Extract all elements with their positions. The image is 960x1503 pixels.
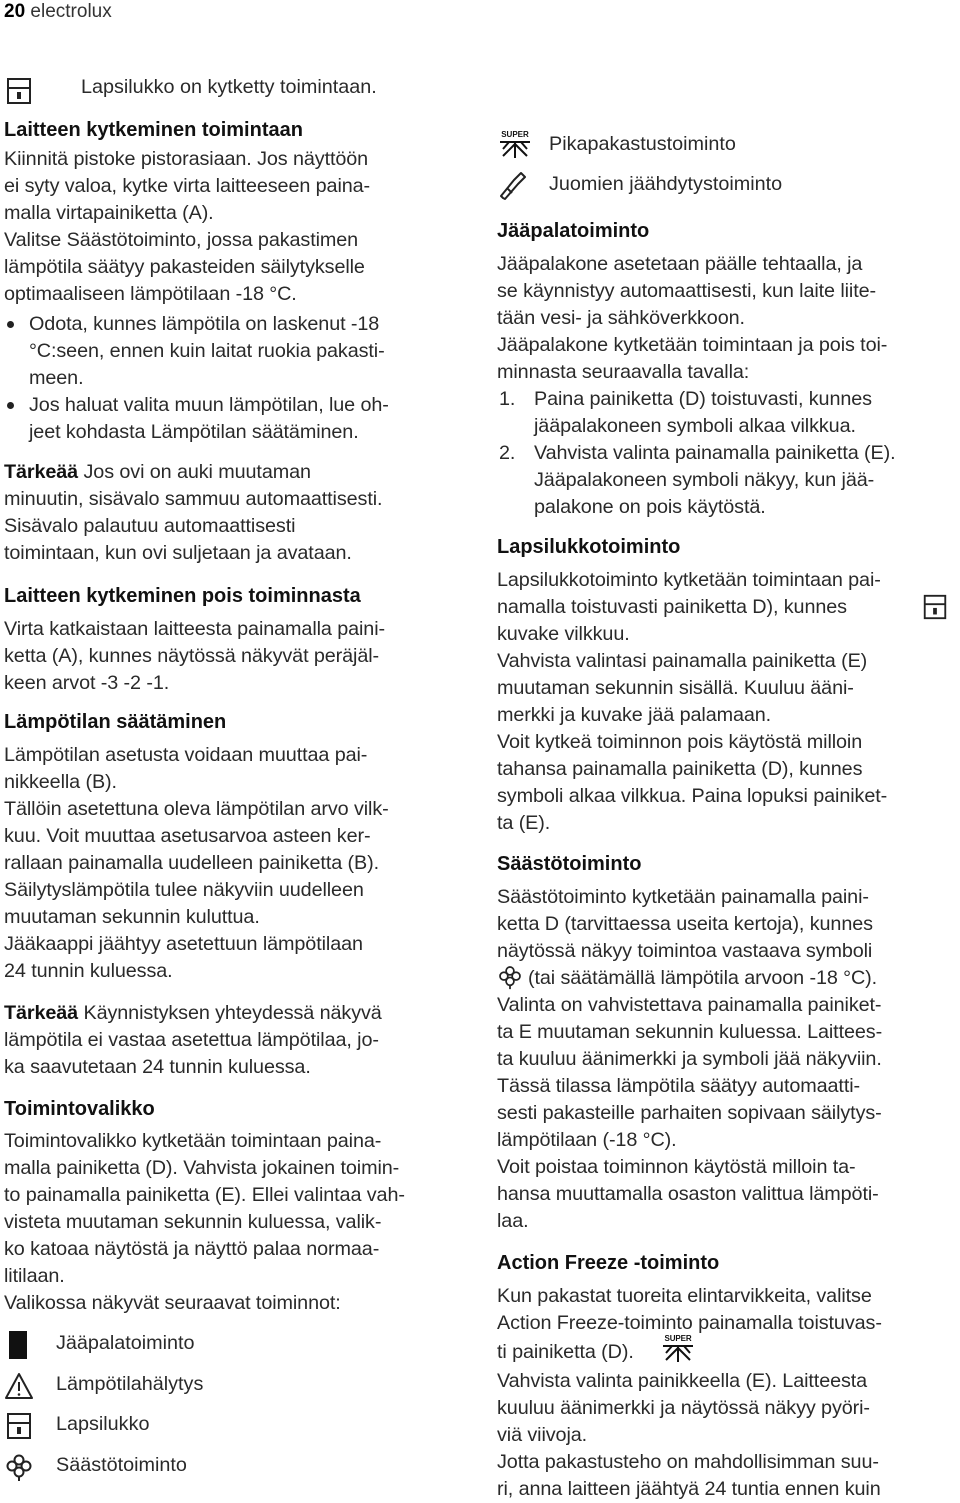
text-line: Voit kytkeä toiminnon pois käytöstä milloin [497, 731, 863, 753]
fast-freeze-label: Pikapakastustoiminto [549, 133, 736, 155]
text-line: laa. [497, 1210, 529, 1232]
text-line: minuutin, sisävalo sammuu automaattisesti. [4, 488, 383, 510]
text-line: to painamalla painiketta (E). Ellei valintaa vah- [4, 1184, 405, 1206]
step-number: 2. [499, 442, 516, 464]
childlock-status-row [4, 74, 464, 104]
switch-off-heading: Laitteen kytkeminen pois toiminnasta [4, 585, 361, 607]
text-line: lämpötilaan (-18 °C). [497, 1129, 677, 1151]
text-line: 24 tunnin kuluessa. [4, 960, 173, 982]
important-label: Tärkeää [4, 1002, 79, 1024]
text-line: se käynnistyy automaattisesti, kun laite liite- [497, 280, 877, 302]
menu-item-childlock [4, 1411, 464, 1441]
eco-heading: Säästötoiminto [497, 853, 642, 875]
super-label: SUPER [501, 130, 529, 139]
bottle-icon [497, 171, 527, 201]
important-note-startup [4, 1000, 466, 1081]
important-note-light [4, 459, 466, 567]
ice-text [497, 251, 955, 386]
text-line: hansa muuttamalla osaston valittua lämpöti- [497, 1183, 879, 1205]
text-line: ko katoaa näytöstä ja näyttö palaa normaa- [4, 1238, 380, 1260]
text-line: ei syty valoa, kytke virta laitteeseen paina- [4, 175, 371, 197]
lock-icon [921, 593, 949, 621]
text-line: Voit poistaa toiminnon käytöstä milloin ta- [497, 1156, 856, 1178]
drinks-chill-row [497, 171, 955, 201]
bullet-item [4, 392, 466, 446]
text-line: Odota, kunnes lämpötila on laskenut -18 [29, 313, 380, 335]
text-line: Jääpalakoneen symboli näkyy, kun jää- [534, 469, 875, 491]
switch-on-heading: Laitteen kytkeminen toimintaan [4, 119, 303, 141]
childlock-status-text: Lapsilukko on kytketty toimintaan. [81, 76, 377, 98]
text-line: merkki ja kuvake jää palamaan. [497, 704, 772, 726]
temperature-heading: Lämpötilan säätäminen [4, 711, 227, 733]
text-line: Käynnistyksen yhteydessä näkyvä [83, 1002, 382, 1024]
text-line: Kun pakastat tuoreita elintarvikkeita, valitse [497, 1285, 872, 1307]
text-line: Paina painiketta (D) toistuvasti, kunnes [534, 388, 872, 410]
text-line: Jääpalakone asetetaan päälle tehtaalla, ja [497, 253, 863, 275]
super-label: SUPER [664, 1334, 692, 1343]
text-line: Jos haluat valita muun lämpötilan, lue oh- [29, 394, 389, 416]
text-line: ka saavutetaan 24 tunnin kuluessa. [4, 1056, 311, 1078]
text-line: Jääpalakone kytketään toimintaan ja pois toi- [497, 334, 888, 356]
fast-freeze-row [497, 129, 955, 159]
switch-off-text [4, 616, 466, 697]
brand-name: electrolux [30, 1, 112, 22]
text-line: näytössä näkyy toimintoa vastaava symboli [497, 940, 873, 962]
eco-flower-icon [4, 1452, 34, 1482]
bullet-dot [7, 402, 14, 409]
text-line: ketta D (tarvittaessa useita kertoja), kunnes [497, 913, 873, 935]
text-line: Jos ovi on auki muutaman [83, 461, 311, 483]
text-line: ti painiketta (D). [497, 1341, 634, 1363]
page-number: 20 [4, 1, 26, 22]
bullet-dot [7, 321, 14, 328]
warning-icon [4, 1371, 34, 1401]
text-line: keen arvot -3 -2 -1. [4, 672, 170, 694]
temperature-text [4, 742, 466, 985]
lock-icon [4, 1411, 34, 1441]
text-line: Jääkaappi jäähtyy asetettuun lämpötilaan [4, 933, 363, 955]
text-line: Toimintovalikko kytketään toimintaan paina- [4, 1130, 382, 1152]
text-line: kuuluu äänimerkki ja näytössä näkyy pyöri- [497, 1397, 870, 1419]
text-line: Säilytyslämpötila tulee näkyviin uudelleen [4, 879, 364, 901]
text-line: Valitse Säästötoiminto, jossa pakastimen [4, 229, 359, 251]
text-line: symboli alkaa vilkkua. Paina lopuksi painiket- [497, 785, 888, 807]
ice-step-2 [497, 440, 955, 521]
menu-text [4, 1128, 466, 1317]
text-line: °C:seen, ennen kuin laitat ruokia pakasti- [29, 340, 385, 362]
text-line: ta E muutaman sekunnin kuluessa. Laittees- [497, 1021, 883, 1043]
ice-step-1 [497, 386, 955, 440]
menu-item-temp-alarm [4, 1371, 464, 1401]
text-line: muutaman sekunnin sisällä. Kuuluu ääni- [497, 677, 854, 699]
text-line: muutaman sekunnin kuluttua. [4, 906, 260, 928]
menu-item-label: Säästötoiminto [56, 1454, 187, 1476]
eco-flower-icon [497, 964, 523, 990]
text-line: Valikossa näkyvät seuraavat toiminnot: [4, 1292, 341, 1314]
menu-item-label: Lämpötilahälytys [56, 1373, 204, 1395]
text-line: meen. [29, 367, 84, 389]
text-line: ta kuuluu äänimerkki ja symboli jää näkyviin. [497, 1048, 882, 1070]
text-line: malla painiketta (D). Vahvista jokainen toimin- [4, 1157, 400, 1179]
text-line: namalla toistuvasti painiketta D), kunnes [497, 596, 847, 618]
ice-cube-icon [4, 1330, 34, 1360]
text-line: lämpötila ei vastaa asetettua lämpötilaa, jo- [4, 1029, 379, 1051]
text-line: Vahvista valinta painikkeella (E). Laitteesta [497, 1370, 868, 1392]
childlock-heading: Lapsilukkotoiminto [497, 536, 681, 558]
bullet-item [4, 311, 466, 392]
menu-item-label: Jääpalatoiminto [56, 1332, 195, 1354]
text-line: Kiinnitä pistoke pistorasiaan. Jos näyttöön [4, 148, 369, 170]
menu-item-ice [4, 1330, 464, 1360]
text-line: palakone on pois käytöstä. [534, 496, 766, 518]
text-line: Vahvista valintasi painamalla painiketta (E) [497, 650, 868, 672]
switch-on-text [4, 146, 466, 308]
text-line: Lapsilukkotoiminto kytketään toimintaan pai- [497, 569, 881, 591]
text-line: tahansa painamalla painiketta (D), kunnes [497, 758, 863, 780]
lock-icon [4, 76, 34, 106]
text-line: Sisävalo palautuu automaattisesti [4, 515, 296, 537]
page-header [4, 0, 112, 24]
text-line: Lämpötilan asetusta voidaan muuttaa pai- [4, 744, 368, 766]
ice-heading: Jääpalatoiminto [497, 220, 650, 242]
text-line: Virta katkaistaan laitteesta painamalla paini- [4, 618, 385, 640]
childlock-text [497, 567, 955, 837]
text-line: Valinta on vahvistettava painamalla painiket- [497, 994, 882, 1016]
text-line: kuvake vilkkuu. [497, 623, 630, 645]
text-line: (tai säätämällä lämpötila arvoon -18 °C). [528, 967, 878, 989]
super-freeze-icon [497, 129, 533, 161]
text-line: toimintaan, kun ovi suljetaan ja avataan. [4, 542, 352, 564]
text-line: jeet kohdasta Lämpötilan säätäminen. [29, 421, 359, 443]
text-line: optimaaliseen lämpötilaan -18 °C. [4, 283, 297, 305]
step-number: 1. [499, 388, 516, 410]
text-line: Tällöin asetettuna oleva lämpötilan arvo vilk- [4, 798, 389, 820]
text-line: Tässä tilassa lämpötila säätyy automaatti- [497, 1075, 861, 1097]
menu-item-eco [4, 1452, 464, 1482]
text-line: sesti pakasteille parhaiten sopivaan säilytys- [497, 1102, 882, 1124]
text-line: litilaan. [4, 1265, 65, 1287]
menu-item-label: Lapsilukko [56, 1413, 150, 1435]
action-freeze-text [497, 1283, 955, 1503]
text-line: malla virtapainiketta (A). [4, 202, 214, 224]
text-line: ri, anna laitteen jäähtyä 24 tuntia ennen kuin [497, 1478, 881, 1500]
important-label: Tärkeää [4, 461, 79, 483]
text-line: Säästötoiminto kytketään painamalla paini- [497, 886, 869, 908]
text-line: Action Freeze-toiminto painamalla toistuvas- [497, 1312, 882, 1334]
text-line: nikkeella (B). [4, 771, 117, 793]
action-freeze-heading: Action Freeze -toiminto [497, 1252, 720, 1274]
super-freeze-icon [660, 1333, 696, 1365]
text-line: kuu. Voit muuttaa asetusarvoa asteen ker- [4, 825, 371, 847]
text-line: minnasta seuraavalla tavalla: [497, 361, 750, 383]
text-line: visteta muutaman sekunnin kuluessa, valik- [4, 1211, 382, 1233]
text-line: rallaan painamalla uudelleen painiketta (B). [4, 852, 379, 874]
text-line: lämpötila säätyy pakasteiden säilytykselle [4, 256, 365, 278]
text-line: viä viivoja. [497, 1424, 588, 1446]
text-line: Vahvista valinta painamalla painiketta (E). [534, 442, 896, 464]
text-line: jääpalakoneen symboli alkaa vilkkua. [534, 415, 856, 437]
text-line: ketta (A), kunnes näytössä näkyvät peräjäl- [4, 645, 380, 667]
drinks-chill-label: Juomien jäähdytystoiminto [549, 173, 783, 195]
menu-heading: Toimintovalikko [4, 1098, 155, 1120]
text-line: ta (E). [497, 812, 551, 834]
text-line: tään vesi- ja sähköverkkoon. [497, 307, 745, 329]
eco-text [497, 884, 955, 1235]
text-line: Jotta pakastusteho on mahdollisimman suu- [497, 1451, 879, 1473]
